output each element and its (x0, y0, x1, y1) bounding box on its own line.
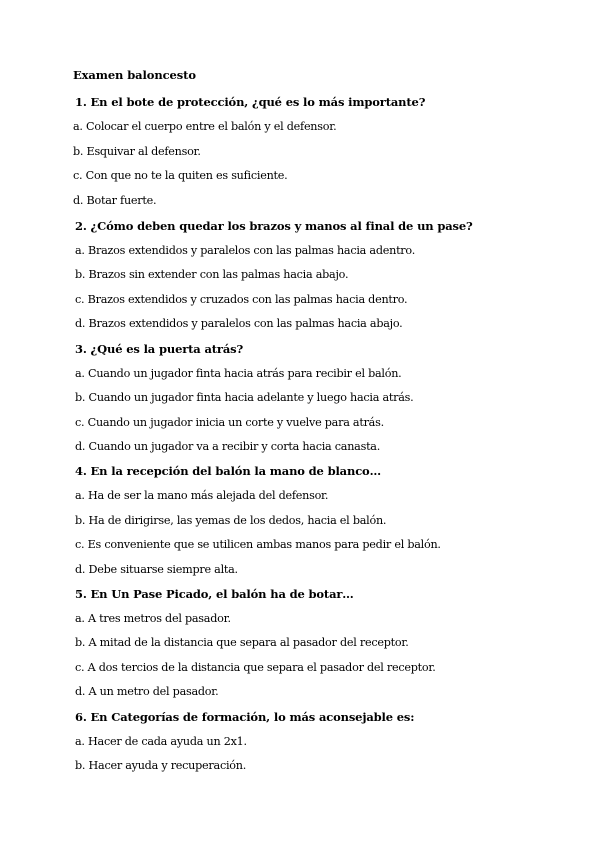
question-4-option-c: c. Es conveniente que se utilicen ambas manos para pedir el balón. (75, 538, 441, 551)
question-1-option-c: c. Con que no te la quiten es suficiente. (73, 169, 288, 182)
question-2-option-d: d. Brazos extendidos y paralelos con las palmas hacia abajo. (75, 317, 403, 330)
question-1-option-a: a. Colocar el cuerpo entre el balón y el defensor. (73, 120, 337, 133)
question-5-option-c: c. A dos tercios de la distancia que separa el pasador del receptor. (75, 661, 436, 674)
question-6-option-b: b. Hacer ayuda y recuperación. (75, 759, 247, 772)
question-1-option-d: d. Botar fuerte. (73, 194, 157, 207)
question-4-option-d: d. Debe situarse siempre alta. (75, 563, 238, 576)
question-4-option-a: a. Ha de ser la mano más alejada del defensor. (75, 489, 329, 502)
question-5-option-a: a. A tres metros del pasador. (75, 612, 231, 625)
question-3: 3. ¿Qué es la puerta atrás? (75, 342, 244, 356)
question-1: 1. En el bote de protección, ¿qué es lo más importante? (75, 95, 426, 109)
question-6-option-a: a. Hacer de cada ayuda un 2x1. (75, 735, 247, 748)
question-4-option-b: b. Ha de dirigirse, las yemas de los dedos, hacia el balón. (75, 514, 387, 527)
question-3-option-a: a. Cuando un jugador finta hacia atrás para recibir el balón. (75, 367, 402, 380)
question-4: 4. En la recepción del balón la mano de blanco… (75, 464, 381, 478)
question-3-option-c: c. Cuando un jugador inicia un corte y vuelve para atrás. (75, 416, 384, 429)
question-2-option-b: b. Brazos sin extender con las palmas hacia abajo. (75, 268, 349, 281)
question-5-option-d: d. A un metro del pasador. (75, 685, 219, 698)
question-5-option-b: b. A mitad de la distancia que separa al pasador del receptor. (75, 636, 409, 649)
question-3-option-b: b. Cuando un jugador finta hacia adelante y luego hacia atrás. (75, 391, 414, 404)
question-2: 2. ¿Cómo deben quedar los brazos y manos al final de un pase? (75, 219, 473, 233)
question-2-option-c: c. Brazos extendidos y cruzados con las palmas hacia dentro. (75, 293, 408, 306)
question-5: 5. En Un Pase Picado, el balón ha de botar… (75, 587, 354, 601)
question-6: 6. En Categorías de formación, lo más aconsejable es: (75, 710, 415, 724)
question-1-option-b: b. Esquivar al defensor. (73, 145, 201, 158)
question-3-option-d: d. Cuando un jugador va a recibir y corta hacia canasta. (75, 440, 381, 453)
exam-title: Examen baloncesto (73, 68, 196, 82)
question-2-option-a: a. Brazos extendidos y paralelos con las palmas hacia adentro. (75, 244, 416, 257)
